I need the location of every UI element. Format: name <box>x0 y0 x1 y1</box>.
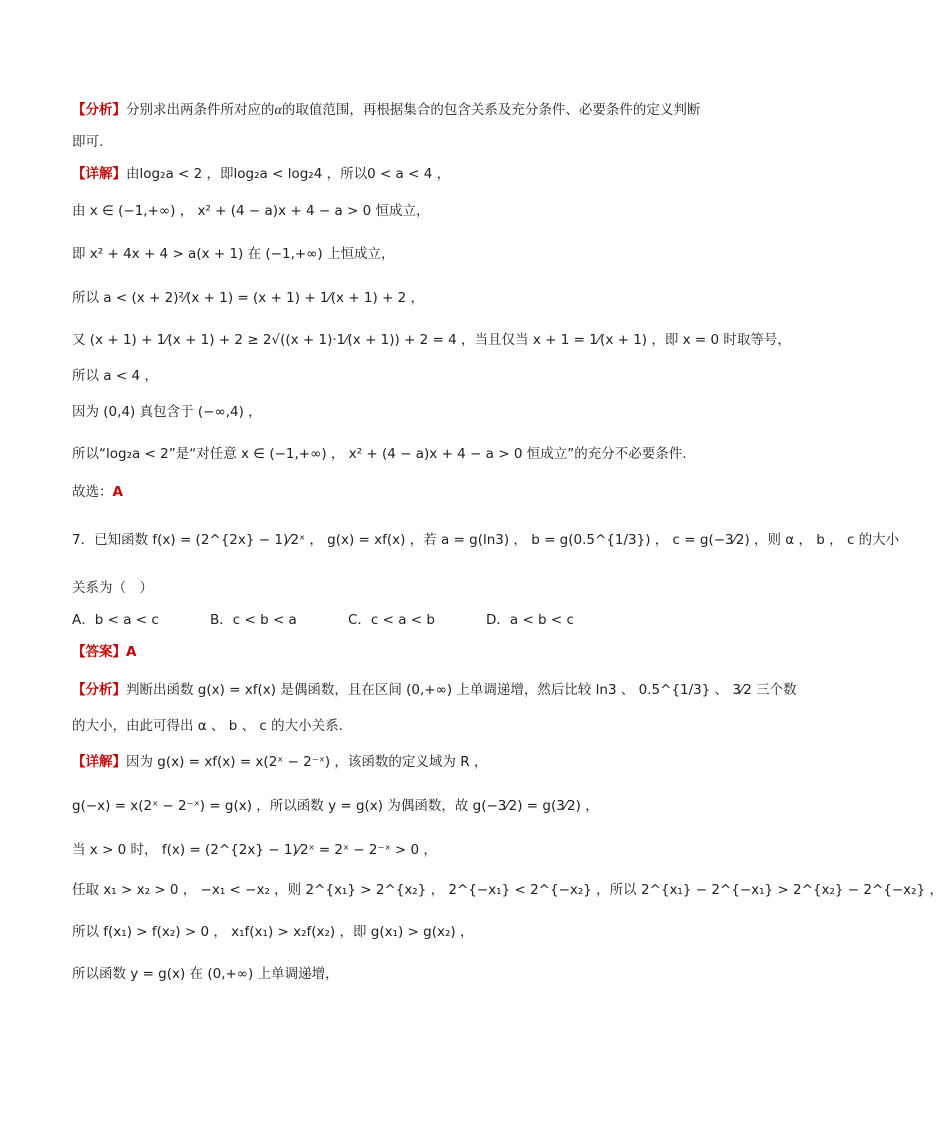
analysis2-tag: 【分析】 <box>72 682 126 698</box>
detail-tag: 【详解】 <box>72 166 126 182</box>
analysis-text-a: 分别求出两条件所对应的 <box>126 102 275 118</box>
detail2-line-1 <box>72 752 487 772</box>
analysis-tag: 【分析】 <box>72 102 126 118</box>
detail2-tag: 【详解】 <box>72 754 126 770</box>
options-row <box>72 610 672 630</box>
detail-line-8: 所以“log₂a < 2”是“对任意 x ∈ (−1,+∞) ， x² + (4 − a)x + 4 − a > 0 恒成立”的充分不必要条件. <box>72 446 687 462</box>
analysis-symbol: α <box>274 103 282 118</box>
detail2-text: 因为 g(x) = xf(x) = x(2ˣ − 2⁻ˣ) ，该函数的定义域为 R ， <box>126 754 488 770</box>
detail-line-4: 所以 a < (x + 2)²⁄(x + 1) = (x + 1) + 1⁄(x + 1) + 2 ， <box>72 290 425 306</box>
choice-label: 故选： <box>72 484 113 500</box>
detail-line-5: 又 (x + 1) + 1⁄(x + 1) + 2 ≥ 2√((x + 1)·1⁄(x + 1)) + 2 = 4 ，当且仅当 x + 1 = 1⁄(x + 1) ，即 x = 0 时取等号， <box>72 332 791 348</box>
analysis2-line-1 <box>72 680 797 700</box>
answer-choice-line <box>72 482 123 502</box>
detail2-line-6: 所以函数 y = g(x) 在 (0,+∞) 上单调递增， <box>72 966 339 982</box>
option-b: B．c < b < a <box>210 612 297 628</box>
detail2-line-4: 任取 x₁ > x₂ > 0 ， −x₁ < −x₂ ，则 2^{x₁} > 2^{x₂} ， 2^{−x₁} < 2^{−x₂} ，所以 2^{x₁} − 2^{−x₁} > 2^{x₂} − 2^{−x₂} ， <box>72 882 943 898</box>
question-7-stem: 7．已知函数 f(x) = (2^{2x} − 1)⁄2ˣ ， g(x) = xf(x) ，若 a = g(ln3) ， b = g(0.5^{1/3}) ， c = g(−3⁄2) ，则 α ， b ， c 的大小 <box>72 532 900 548</box>
detail-line-6: 所以 a < 4 ， <box>72 368 158 384</box>
analysis2-text: 判断出函数 g(x) = xf(x) 是偶函数，且在区间 (0,+∞) 上单调递增，然后比较 ln3 、 0.5^{1/3} 、 3⁄2 三个数 <box>126 682 797 698</box>
detail-line-3: 即 x² + 4x + 4 > a(x + 1) 在 (−1,+∞) 上恒成立， <box>72 246 395 262</box>
detail2-line-5: 所以 f(x₁) > f(x₂) > 0 ， x₁f(x₁) > x₂f(x₂) ，即 g(x₁) > g(x₂) ， <box>72 924 474 940</box>
answer-value: A <box>126 644 137 660</box>
analysis-line-1 <box>72 100 700 121</box>
detail-line-7: 因为 (0,4) 真包含于 (−∞,4) ， <box>72 404 262 420</box>
detail2-line-2: g(−x) = x(2ˣ − 2⁻ˣ) = g(x) ，所以函数 y = g(x) 为偶函数，故 g(−3⁄2) = g(3⁄2) ， <box>72 798 599 814</box>
analysis-text-b: 的取值范围，再根据集合的包含关系及充分条件、必要条件的定义判断 <box>281 102 701 118</box>
analysis2-line-2: 的大小，由此可得出 α 、 b 、 c 的大小关系. <box>72 718 343 734</box>
option-d: D．a < b < c <box>486 612 574 628</box>
answer-line <box>72 642 136 662</box>
detail-text-1: 由log₂a < 2 ，即log₂a < log₂4 ，所以0 < a < 4 ， <box>126 166 451 182</box>
detail-line-2: 由 x ∈ (−1,+∞) ， x² + (4 − a)x + 4 − a > 0 恒成立， <box>72 203 430 219</box>
option-a: A．b < a < c <box>72 612 159 628</box>
answer-tag: 【答案】 <box>72 644 126 660</box>
detail2-line-3: 当 x > 0 时， f(x) = (2^{2x} − 1)⁄2ˣ = 2ˣ − 2⁻ˣ > 0 ， <box>72 842 437 858</box>
choice-value: A <box>112 484 123 500</box>
question-7-stem-2: 关系为（ ） <box>72 580 153 596</box>
analysis-line-2: 即可. <box>72 134 104 150</box>
option-c: C．c < a < b <box>348 612 435 628</box>
detail-line-1 <box>72 164 450 184</box>
